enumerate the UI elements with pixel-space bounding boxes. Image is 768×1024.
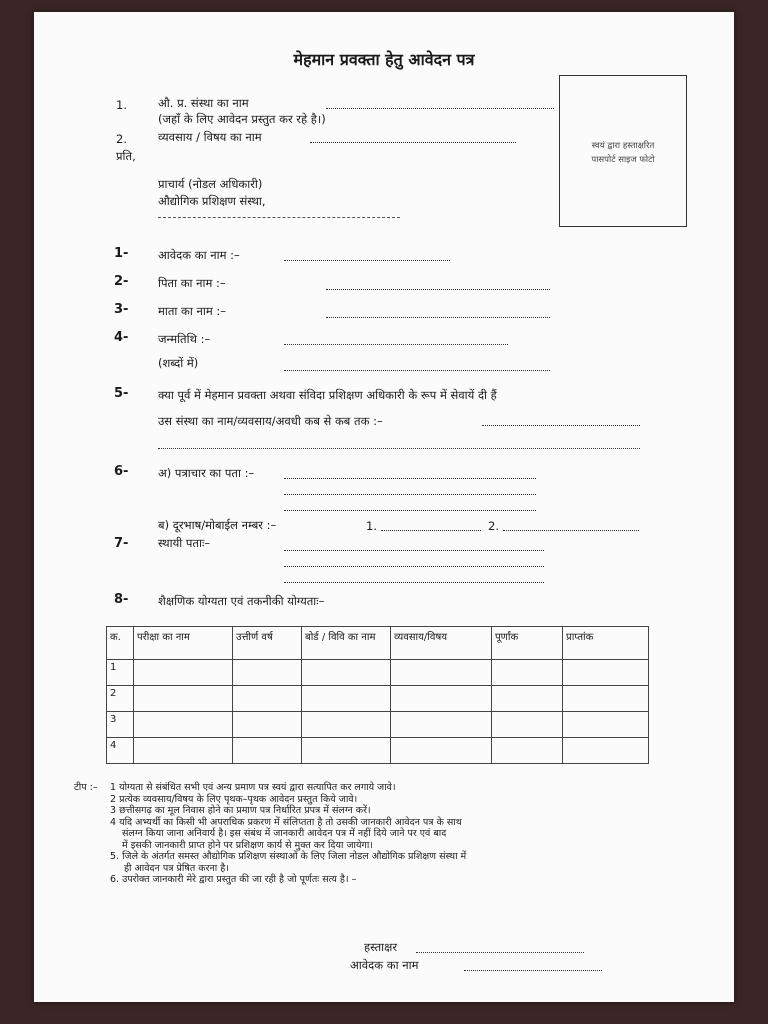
note-5-line-2: ही आवेदन पत्र प्रेषित करना है। bbox=[124, 862, 229, 874]
row-serial: 1 bbox=[107, 660, 134, 686]
cell-trade[interactable] bbox=[391, 738, 492, 764]
applicant-name-label: आवेदक का नाम :– bbox=[158, 248, 240, 262]
correspondence-address-field-1[interactable] bbox=[284, 478, 536, 479]
photo-box-line-1: स्वयं द्वारा हस्ताक्षरित bbox=[591, 141, 655, 151]
qualification-label: शैक्षणिक योग्यता एवं तकनीकी योग्यताः– bbox=[158, 594, 325, 608]
permanent-address-field-2[interactable] bbox=[284, 566, 544, 567]
field-6-number: 6- bbox=[114, 464, 129, 479]
col-board-university: बोर्ड / विवि का नाम bbox=[302, 627, 391, 660]
item2-number: 2. bbox=[116, 132, 127, 146]
phone-2-number: 2. bbox=[488, 519, 499, 533]
previous-institute-field[interactable] bbox=[482, 425, 640, 426]
note-3: 3 छत्तीसगढ़ का मूल निवास होने का प्रमाण पत्र निर्धारित प्रपत्र में संलग्न करें। bbox=[110, 805, 371, 816]
col-pass-year: उत्तीर्ण वर्ष bbox=[233, 627, 302, 660]
mother-name-field[interactable] bbox=[326, 317, 550, 318]
col-exam-name: परीक्षा का नाम bbox=[134, 627, 233, 660]
institute-name-label: औ. प्र. संस्था का नाम bbox=[158, 96, 249, 110]
cell-obtained[interactable] bbox=[563, 686, 649, 712]
previous-institute-field-2[interactable] bbox=[158, 448, 640, 449]
note-6: 6. उपरोक्त जानकारी मेरे द्वारा प्रस्तुत की जा रही है जो पूर्णतः सत्य है। – bbox=[110, 874, 357, 885]
permanent-address-label: स्थायी पताः– bbox=[158, 536, 211, 550]
table-row bbox=[107, 686, 649, 712]
phone-1-number: 1. bbox=[366, 519, 377, 533]
note-5-line-1: 5. जिले के अंतर्गत समस्त औद्योगिक प्रशिक्षण संस्थाओं के लिए जिला नोडल औद्योगिक प्रशिक्षण संस्था में bbox=[110, 851, 467, 862]
row-serial: 2 bbox=[107, 686, 134, 712]
cell-obtained[interactable] bbox=[563, 660, 649, 686]
correspondence-address-label: अ) पत्राचार का पता :– bbox=[158, 466, 255, 480]
notes-label: टीप :– bbox=[74, 782, 98, 793]
trade-subject-field[interactable] bbox=[310, 142, 516, 143]
note-4-line-2: संलग्न किया जाना अनिवार्य है। इस संबंध में जानकारी आवेदन पत्र में नहीं दिये जाने पर एवं बाद bbox=[122, 828, 447, 839]
mother-name-label: माता का नाम :– bbox=[158, 304, 227, 318]
notes-section bbox=[74, 782, 694, 886]
dob-words-field[interactable] bbox=[284, 370, 550, 371]
col-serial: क. bbox=[107, 627, 134, 660]
signature-field[interactable] bbox=[416, 952, 584, 953]
form-title: मेहमान प्रवक्ता हेतु आवेदन पत्र bbox=[293, 50, 475, 69]
cell-pass-year[interactable] bbox=[233, 686, 302, 712]
applicant-name-sign-label: आवेदक का नाम bbox=[350, 958, 419, 972]
cell-trade[interactable] bbox=[391, 660, 492, 686]
field-4-number: 4- bbox=[114, 330, 129, 345]
cell-board[interactable] bbox=[302, 738, 391, 764]
father-name-field[interactable] bbox=[326, 289, 550, 290]
note-1: 1 योग्यता से संबंधित सभी एवं अन्य प्रमाण पत्र स्वयं द्वारा सत्यापित कर लगाये जावे। bbox=[110, 782, 396, 793]
institute-name-note: (जहाँ के लिए आवेदन प्रस्तुत कर रहे है।) bbox=[158, 112, 326, 126]
addressee-line-1: प्राचार्य (नोडल अधिकारी) bbox=[158, 177, 263, 191]
col-max-marks: पूर्णांक bbox=[492, 627, 563, 660]
correspondence-address-field-3[interactable] bbox=[284, 510, 536, 511]
photo-box-line-2: पासपोर्ट साइज फोटो bbox=[591, 155, 655, 165]
cell-exam-name[interactable] bbox=[134, 712, 233, 738]
cell-trade[interactable] bbox=[391, 712, 492, 738]
addressee-field[interactable] bbox=[158, 217, 400, 218]
cell-pass-year[interactable] bbox=[233, 712, 302, 738]
row-serial: 4 bbox=[107, 738, 134, 764]
note-4-line-1: 4 यदि अभ्यर्थी का किसी भी अपराधिक प्रकरण में संलिप्तता है तो उसकी जानकारी आवेदन पत्र के साथ bbox=[110, 816, 462, 828]
field-7-number: 7- bbox=[114, 536, 129, 551]
phone-2-field[interactable] bbox=[503, 530, 639, 531]
cell-board[interactable] bbox=[302, 712, 391, 738]
cell-max-marks[interactable] bbox=[492, 738, 563, 764]
trade-subject-label: व्यवसाय / विषय का नाम bbox=[158, 130, 262, 144]
item1-number: 1. bbox=[116, 98, 127, 112]
cell-exam-name[interactable] bbox=[134, 738, 233, 764]
col-trade-subject: व्यवसाय/विषय bbox=[391, 627, 492, 660]
photo-box bbox=[559, 75, 687, 227]
field-8-number: 8- bbox=[114, 592, 129, 607]
field-3-number: 3- bbox=[114, 302, 129, 317]
phone-label: ब) दूरभाष/मोबाईल नम्बर :– bbox=[158, 518, 277, 532]
field-2-number: 2- bbox=[114, 274, 129, 289]
correspondence-address-field-2[interactable] bbox=[284, 494, 536, 495]
col-obtained-marks: प्राप्तांक bbox=[563, 627, 649, 660]
previous-service-question: क्या पूर्व में मेहमान प्रवक्ता अथवा संविदा प्रशिक्षण अधिकारी के रूप में सेवायें दी हैं bbox=[158, 388, 497, 402]
cell-max-marks[interactable] bbox=[492, 660, 563, 686]
cell-board[interactable] bbox=[302, 686, 391, 712]
phone-1-field[interactable] bbox=[381, 530, 481, 531]
father-name-label: पिता का नाम :– bbox=[158, 276, 226, 290]
cell-board[interactable] bbox=[302, 660, 391, 686]
applicant-name-field[interactable] bbox=[284, 260, 450, 261]
table-row bbox=[107, 660, 649, 686]
table-row bbox=[107, 712, 649, 738]
dob-words-label: (शब्दों में) bbox=[158, 356, 199, 370]
addressee-line-2: औद्योगिक प्रशिक्षण संस्था, bbox=[158, 194, 266, 208]
row-serial: 3 bbox=[107, 712, 134, 738]
cell-max-marks[interactable] bbox=[492, 686, 563, 712]
signature-label: हस्ताक्षर bbox=[364, 940, 398, 954]
note-4-line-3: में इसकी जानकारी प्राप्त होने पर प्रशिक्षण कार्य से मुक्त कर दिया जायेगा। bbox=[122, 839, 373, 851]
qualification-table-header bbox=[107, 627, 649, 660]
cell-exam-name[interactable] bbox=[134, 660, 233, 686]
cell-max-marks[interactable] bbox=[492, 712, 563, 738]
cell-pass-year[interactable] bbox=[233, 738, 302, 764]
cell-pass-year[interactable] bbox=[233, 660, 302, 686]
dob-field[interactable] bbox=[284, 344, 508, 345]
qualification-table bbox=[106, 626, 649, 764]
prati-label: प्रति, bbox=[116, 149, 136, 163]
cell-trade[interactable] bbox=[391, 686, 492, 712]
application-form bbox=[34, 12, 734, 1002]
institute-name-field[interactable] bbox=[326, 108, 554, 109]
cell-obtained[interactable] bbox=[563, 738, 649, 764]
cell-obtained[interactable] bbox=[563, 712, 649, 738]
field-1-number: 1- bbox=[114, 246, 129, 261]
table-row bbox=[107, 738, 649, 764]
permanent-address-field-3[interactable] bbox=[284, 582, 544, 583]
cell-exam-name[interactable] bbox=[134, 686, 233, 712]
applicant-name-sign-field[interactable] bbox=[464, 970, 602, 971]
permanent-address-field-1[interactable] bbox=[284, 550, 544, 551]
previous-institute-label: उस संस्था का नाम/व्यवसाय/अवधी कब से कब तक :– bbox=[158, 414, 383, 428]
dob-label: जन्मतिथि :– bbox=[158, 332, 211, 346]
field-5-number: 5- bbox=[114, 386, 129, 401]
note-2: 2 प्रत्येक व्यवसाय/विषय के लिए पृथक–पृथक आवेदन प्रस्तुत किये जावे। bbox=[110, 793, 358, 805]
